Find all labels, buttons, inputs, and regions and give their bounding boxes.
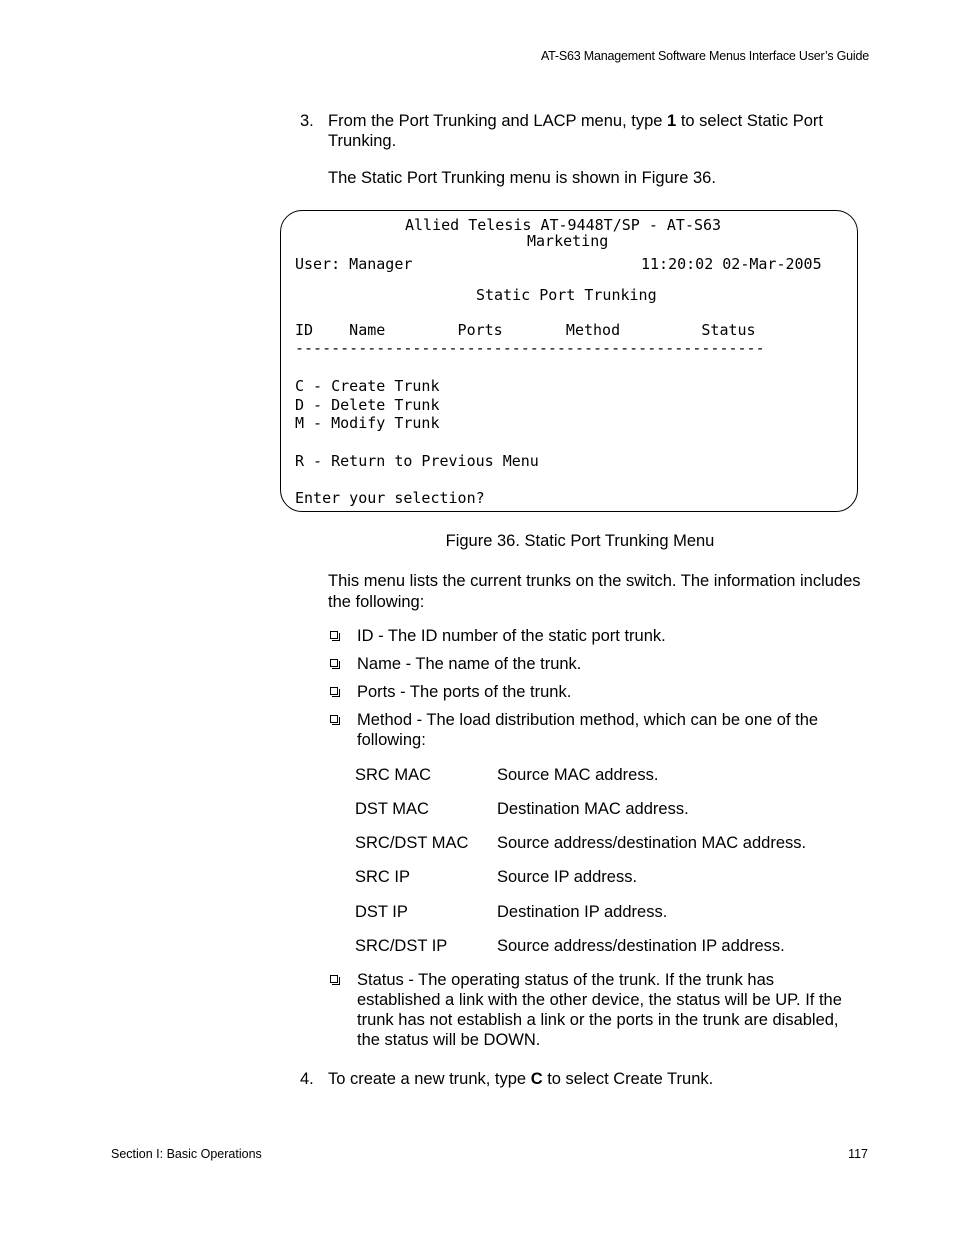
- terminal-option-create[interactable]: C - Create Trunk: [295, 377, 440, 395]
- method-desc: Source address/destination MAC address.: [497, 834, 807, 852]
- figure-caption: Figure 36. Static Port Trunking Menu: [445, 532, 715, 550]
- bullet-text: Status - The operating status of the trunk. If the trunk has established a link with the other device, the status will be UP. If the trunk has not establish a link or the ports in the trunk are disabled, the status will be DOWN.: [357, 971, 842, 1049]
- step-number: 3.: [300, 112, 314, 130]
- terminal-option-return[interactable]: R - Return to Previous Menu: [295, 452, 539, 470]
- bullet-box-icon: [330, 715, 338, 723]
- method-term: DST MAC: [355, 800, 429, 818]
- terminal-screen: [280, 210, 858, 512]
- method-term: DST IP: [355, 903, 408, 921]
- step-3: [300, 111, 860, 151]
- terminal-prompt[interactable]: Enter your selection?: [295, 489, 485, 507]
- terminal-option-modify[interactable]: M - Modify Trunk: [295, 414, 440, 432]
- terminal-user: User: Manager: [295, 255, 413, 273]
- bullet-name: [330, 654, 860, 674]
- footer-section: Section I: Basic Operations: [111, 1147, 262, 1161]
- step-text-pre: From the Port Trunking and LACP menu, type: [328, 112, 668, 130]
- step-text-pre: To create a new trunk, type: [328, 1070, 531, 1088]
- bullet-text: Name - The name of the trunk.: [357, 655, 582, 673]
- running-header: AT-S63 Management Software Menus Interface User’s Guide: [540, 49, 869, 63]
- step-key: 1: [667, 112, 677, 130]
- step-key: C: [530, 1070, 543, 1088]
- intro-paragraph: This menu lists the current trunks on the switch. The information includes the following:: [328, 572, 861, 611]
- method-term: SRC IP: [355, 868, 411, 886]
- bullet-text: ID - The ID number of the static port trunk.: [357, 627, 666, 645]
- terminal-title: Allied Telesis AT-9448T/SP - AT-S63: [405, 216, 722, 234]
- bullet-text: Ports - The ports of the trunk.: [357, 683, 572, 701]
- terminal-subtitle: Marketing: [527, 232, 609, 250]
- step-text-post: to select Create Trunk.: [542, 1070, 714, 1088]
- method-desc: Source MAC address.: [497, 766, 659, 784]
- method-desc: Source IP address.: [497, 868, 638, 886]
- step-text-post: to select Static Port Trunking.: [328, 112, 823, 150]
- bullet-status: [330, 970, 860, 1050]
- terminal-option-delete[interactable]: D - Delete Trunk: [295, 396, 440, 414]
- bullet-box-icon: [330, 631, 338, 639]
- bullet-method: [330, 710, 860, 750]
- step-text: [328, 1069, 860, 1089]
- method-term: SRC/DST IP: [355, 937, 448, 955]
- terminal-datetime: 11:20:02 02-Mar-2005: [641, 255, 822, 273]
- step-4: [300, 1069, 860, 1089]
- method-term: SRC MAC: [355, 766, 432, 784]
- method-term: SRC/DST MAC: [355, 834, 469, 852]
- step-number: 4.: [300, 1070, 314, 1088]
- method-desc: Source address/destination IP address.: [497, 937, 785, 955]
- terminal-divider: ----------------------------------------------------: [295, 339, 765, 357]
- step-text: [328, 111, 860, 151]
- bullet-box-icon: [330, 975, 338, 983]
- bullet-box-icon: [330, 687, 338, 695]
- page-number: 117: [848, 1147, 868, 1161]
- method-desc: Destination MAC address.: [497, 800, 689, 818]
- figure-reference: The Static Port Trunking menu is shown in Figure 36.: [328, 169, 716, 187]
- bullet-text: Method - The load distribution method, which can be one of the following:: [357, 711, 819, 749]
- bullet-ports: [330, 682, 860, 702]
- bullet-box-icon: [330, 659, 338, 667]
- bullet-id: [330, 626, 860, 646]
- method-desc: Destination IP address.: [497, 903, 668, 921]
- terminal-column-headers: ID Name Ports Method Status: [295, 321, 756, 339]
- terminal-menu-title: Static Port Trunking: [476, 286, 657, 304]
